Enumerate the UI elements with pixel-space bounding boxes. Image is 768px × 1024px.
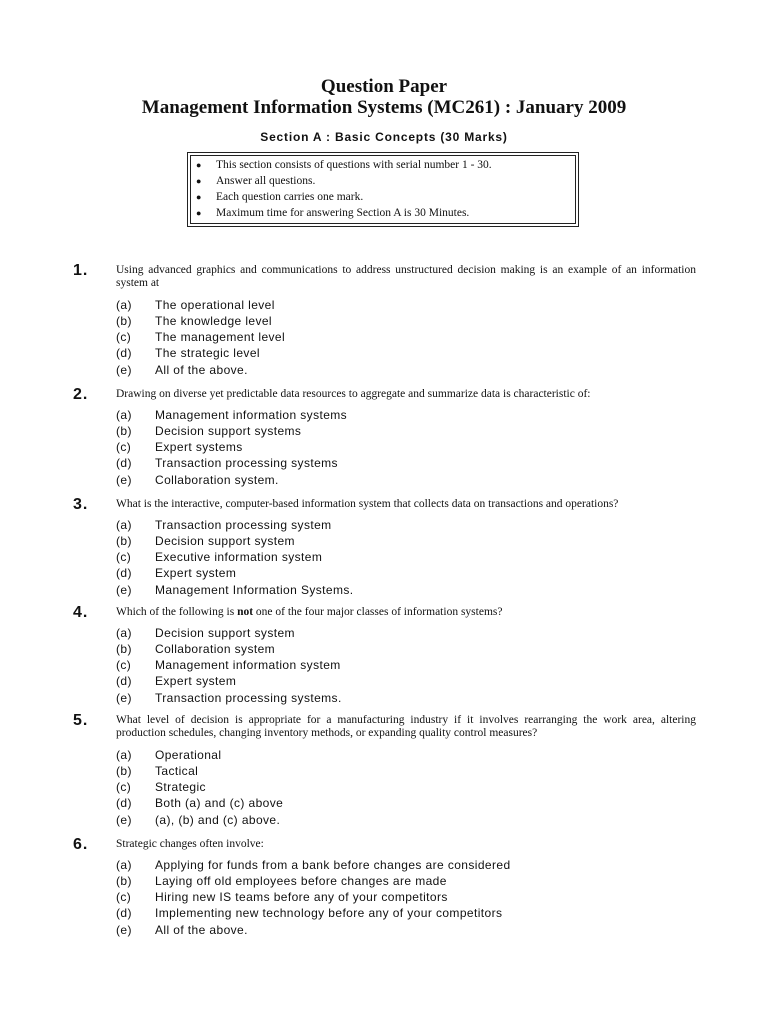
question-text: Strategic changes often involve: [116, 838, 264, 850]
instruction-item: ● Maximum time for answering Section A is 30 Minutes. [196, 207, 470, 219]
option: (a) Management information systems [116, 408, 348, 422]
option: (c) Management information system [116, 658, 341, 672]
option: (b) Decision support system [116, 534, 295, 548]
question-number: 5. [73, 712, 89, 729]
option: (b) The knowledge level [116, 314, 273, 328]
option: (e) Collaboration system. [116, 473, 279, 487]
option: (d) The strategic level [116, 346, 260, 360]
option: (a) The operational level [116, 298, 275, 312]
question-number: 4. [73, 604, 89, 621]
option: (b) Decision support systems [116, 424, 302, 438]
bullet-icon: ● [196, 160, 202, 170]
instruction-item: ● This section consists of questions with serial number 1 - 30. [196, 159, 492, 171]
section-heading: Section A : Basic Concepts (30 Marks) [260, 130, 508, 144]
page-subtitle: Management Information Systems (MC261) : January 2009 [141, 97, 627, 118]
bullet-icon: ● [196, 208, 202, 218]
option: (b) Tactical [116, 764, 199, 778]
instructions-box [187, 152, 579, 227]
question-number: 1. [73, 262, 89, 279]
option: (d) Expert system [116, 674, 237, 688]
option: (c) Expert systems [116, 440, 243, 454]
question-text: Which of the following is not one of the four major classes of information systems? [116, 606, 503, 618]
option: (e) Transaction processing systems. [116, 691, 342, 705]
question-text: Drawing on diverse yet predictable data resources to aggregate and summarize data is characteristic of: [116, 388, 591, 400]
option: (a) Operational [116, 748, 222, 762]
option: (b) Collaboration system [116, 642, 276, 656]
option: (c) Strategic [116, 780, 206, 794]
question-text: Using advanced graphics and communications to address unstructured decision making is an example of an information system at [116, 264, 696, 289]
question-text: What is the interactive, computer-based information system that collects data on transactions and operations? [116, 498, 619, 510]
instruction-item: ● Each question carries one mark. [196, 191, 364, 203]
option: (a) Decision support system [116, 626, 295, 640]
page-title: Question Paper [320, 76, 448, 97]
question-number: 6. [73, 836, 89, 853]
bullet-icon: ● [196, 176, 202, 186]
option: (e) Management Information Systems. [116, 583, 354, 597]
option: (b) Laying off old employees before changes are made [116, 874, 447, 888]
option: (d) Both (a) and (c) above [116, 796, 284, 810]
option: (e) All of the above. [116, 363, 248, 377]
option: (c) Executive information system [116, 550, 323, 564]
option: (d) Implementing new technology before any of your competitors [116, 906, 503, 920]
option: (e) All of the above. [116, 923, 248, 937]
option: (d) Transaction processing systems [116, 456, 338, 470]
option: (e) (a), (b) and (c) above. [116, 813, 281, 827]
option: (d) Expert system [116, 566, 237, 580]
option: (a) Transaction processing system [116, 518, 332, 532]
bullet-icon: ● [196, 192, 202, 202]
question-number: 2. [73, 386, 89, 403]
option: (c) Hiring new IS teams before any of your competitors [116, 890, 448, 904]
question-number: 3. [73, 496, 89, 513]
option: (a) Applying for funds from a bank before changes are considered [116, 858, 511, 872]
question-text: What level of decision is appropriate for a manufacturing industry if it involves rearranging the work area, altering production schedules, changing inventory methods, or expanding quality control measures? [116, 714, 696, 739]
instruction-item: ● Answer all questions. [196, 175, 316, 187]
option: (c) The management level [116, 330, 286, 344]
